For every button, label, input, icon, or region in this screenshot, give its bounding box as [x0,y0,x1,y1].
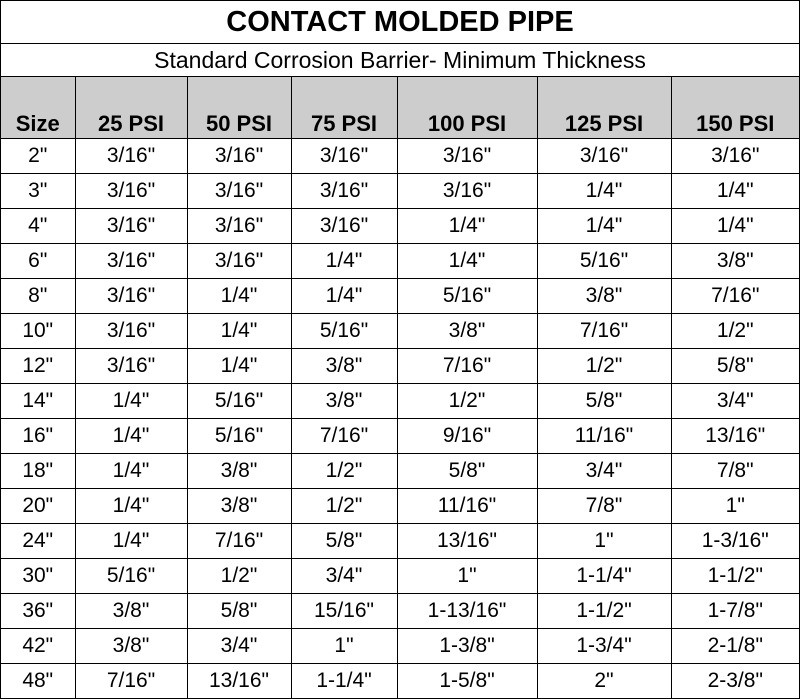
thickness-cell: 3/4" [187,629,291,664]
thickness-cell: 3/8" [75,629,187,664]
thickness-cell: 3/8" [187,454,291,489]
thickness-cell: 7/16" [291,419,397,454]
thickness-cell: 3/16" [75,279,187,314]
thickness-cell: 1" [291,629,397,664]
size-cell: 3" [1,174,75,209]
column-header: 75 PSI [291,77,397,139]
column-header: 25 PSI [75,77,187,139]
table-row [1,419,799,454]
thickness-cell: 1-3/4" [537,629,671,664]
thickness-cell: 5/8" [671,349,799,384]
thickness-cell: 1-3/8" [397,629,537,664]
thickness-cell: 1/4" [75,524,187,559]
thickness-table [1,77,799,698]
table-row [1,454,799,489]
thickness-cell: 7/16" [397,349,537,384]
thickness-cell: 9/16" [397,419,537,454]
thickness-cell: 1/4" [397,209,537,244]
thickness-cell: 3/16" [187,209,291,244]
page-title: CONTACT MOLDED PIPE [1,1,799,44]
table-row [1,559,799,594]
thickness-cell: 1/4" [291,244,397,279]
thickness-cell: 1/4" [671,174,799,209]
thickness-cell: 7/8" [671,454,799,489]
thickness-cell: 1-7/8" [671,594,799,629]
size-cell: 2" [1,139,75,174]
size-cell: 8" [1,279,75,314]
thickness-cell: 3/16" [397,174,537,209]
thickness-cell: 3/8" [75,594,187,629]
thickness-cell: 3/16" [187,174,291,209]
thickness-cell: 1/4" [75,489,187,524]
thickness-cell: 13/16" [671,419,799,454]
thickness-cell: 1" [537,524,671,559]
thickness-cell: 5/16" [537,244,671,279]
thickness-cell: 3/8" [187,489,291,524]
thickness-cell: 1-1/2" [671,559,799,594]
thickness-cell: 3/8" [291,349,397,384]
thickness-cell: 7/8" [537,489,671,524]
thickness-cell: 3/8" [397,314,537,349]
thickness-cell: 3/16" [187,139,291,174]
column-header: 50 PSI [187,77,291,139]
thickness-cell: 3/16" [75,314,187,349]
thickness-cell: 1/4" [75,419,187,454]
thickness-cell: 1/2" [397,384,537,419]
thickness-cell: 1/2" [291,454,397,489]
thickness-cell: 7/16" [671,279,799,314]
table-row [1,594,799,629]
size-cell: 30" [1,559,75,594]
table-row [1,139,799,174]
thickness-cell: 3/16" [291,139,397,174]
thickness-cell: 5/16" [187,419,291,454]
thickness-cell: 3/8" [537,279,671,314]
thickness-cell: 1/2" [537,349,671,384]
size-cell: 16" [1,419,75,454]
thickness-cell: 5/16" [397,279,537,314]
size-cell: 18" [1,454,75,489]
thickness-cell: 1-5/8" [397,664,537,699]
table-row [1,629,799,664]
thickness-cell: 3/16" [397,139,537,174]
size-cell: 36" [1,594,75,629]
page-subtitle: Standard Corrosion Barrier- Minimum Thickness [1,44,799,77]
thickness-cell: 1/4" [187,349,291,384]
thickness-cell: 5/16" [75,559,187,594]
table-row [1,349,799,384]
thickness-cell: 3/4" [291,559,397,594]
thickness-cell: 1-1/2" [537,594,671,629]
thickness-cell: 5/16" [291,314,397,349]
table-row [1,209,799,244]
thickness-cell: 2" [537,664,671,699]
thickness-cell: 1/4" [397,244,537,279]
column-header: 100 PSI [397,77,537,139]
thickness-cell: 1" [671,489,799,524]
thickness-cell: 1/4" [537,174,671,209]
thickness-cell: 2-1/8" [671,629,799,664]
thickness-cell: 13/16" [187,664,291,699]
thickness-cell: 3/16" [187,244,291,279]
thickness-cell: 1/4" [291,279,397,314]
thickness-cell: 1/2" [291,489,397,524]
table-row [1,524,799,559]
thickness-cell: 11/16" [397,489,537,524]
thickness-cell: 7/16" [537,314,671,349]
table-row [1,384,799,419]
thickness-cell: 3/16" [671,139,799,174]
column-header: 125 PSI [537,77,671,139]
thickness-cell: 1/4" [75,384,187,419]
table-header-row [1,77,799,139]
table-row [1,314,799,349]
thickness-cell: 3/4" [671,384,799,419]
thickness-cell: 1/4" [187,314,291,349]
table-row [1,244,799,279]
thickness-cell: 7/16" [75,664,187,699]
thickness-cell: 3/8" [291,384,397,419]
table-row [1,279,799,314]
column-header: Size [1,77,75,139]
table-row [1,489,799,524]
thickness-cell: 1-3/16" [671,524,799,559]
thickness-cell: 3/16" [75,174,187,209]
thickness-cell: 3/16" [291,209,397,244]
thickness-cell: 5/8" [397,454,537,489]
thickness-cell: 2-3/8" [671,664,799,699]
column-header: 150 PSI [671,77,799,139]
thickness-cell: 15/16" [291,594,397,629]
thickness-cell: 3/16" [537,139,671,174]
size-cell: 24" [1,524,75,559]
thickness-cell: 3/16" [291,174,397,209]
thickness-cell: 11/16" [537,419,671,454]
thickness-cell: 3/16" [75,209,187,244]
size-cell: 12" [1,349,75,384]
thickness-cell: 3/16" [75,349,187,384]
thickness-cell: 1" [397,559,537,594]
thickness-cell: 3/8" [671,244,799,279]
thickness-cell: 5/8" [291,524,397,559]
thickness-cell: 7/16" [187,524,291,559]
thickness-cell: 1-1/4" [291,664,397,699]
table-row [1,174,799,209]
size-cell: 14" [1,384,75,419]
thickness-cell: 3/16" [75,139,187,174]
thickness-cell: 3/4" [537,454,671,489]
size-cell: 6" [1,244,75,279]
size-cell: 20" [1,489,75,524]
thickness-cell: 1/2" [187,559,291,594]
thickness-cell: 5/16" [187,384,291,419]
thickness-cell: 1/4" [537,209,671,244]
thickness-cell: 1/4" [187,279,291,314]
thickness-cell: 3/16" [75,244,187,279]
size-cell: 4" [1,209,75,244]
thickness-cell: 1/2" [671,314,799,349]
size-cell: 10" [1,314,75,349]
table-row [1,664,799,699]
thickness-cell: 1/4" [75,454,187,489]
size-cell: 42" [1,629,75,664]
size-cell: 48" [1,664,75,699]
thickness-cell: 5/8" [537,384,671,419]
thickness-cell: 5/8" [187,594,291,629]
thickness-cell: 1/4" [671,209,799,244]
thickness-cell: 13/16" [397,524,537,559]
thickness-cell: 1-1/4" [537,559,671,594]
thickness-cell: 1-13/16" [397,594,537,629]
